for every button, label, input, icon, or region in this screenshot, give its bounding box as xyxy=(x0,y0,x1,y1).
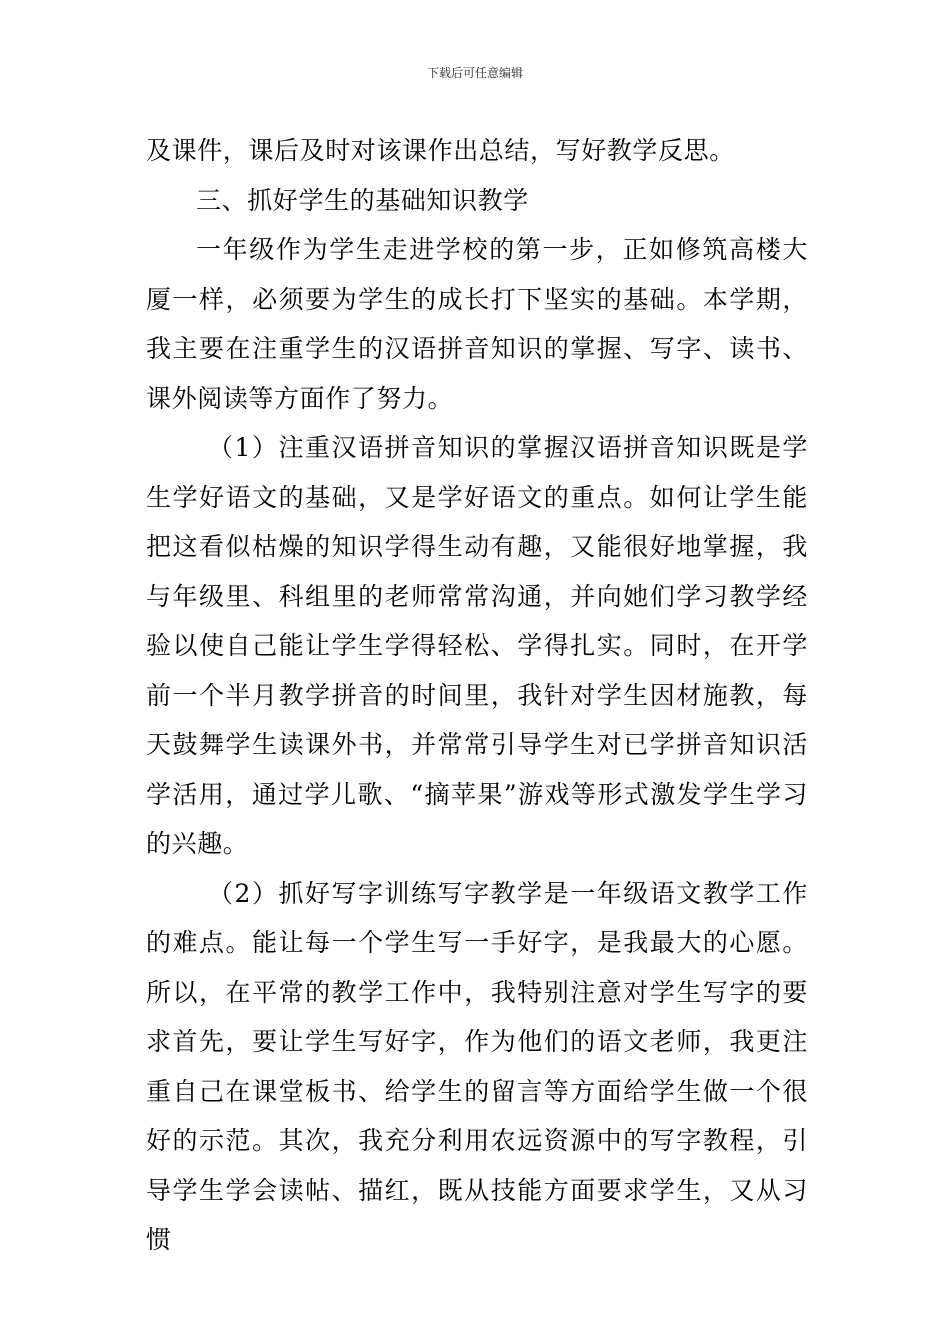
page-header: 下载后可任意编辑 xyxy=(426,66,523,80)
paragraph-intro: 一年级作为学生走进学校的第一步，正如修筑高楼大厦一样，必须要为学生的成长打下坚实的基础。本学期，我主要在注重学生的汉语拼音知识的掌握、写字、读书、课外阅读等方面作了努力。 xyxy=(146,235,808,413)
paragraph-writing: （2）抓好写字训练写字教学是一年级语文教学工作的难点。能让每一个学生写一手好字，是我最大的心愿。所以，在平常的教学工作中，我特别注意对学生写字的要求首先，要让学生写好字，作为他们的语文老师，我更注重自己在课堂板书、给学生的留言等方面给学生做一个很好的示范。其次，我充分利用农远资源中的写字教程，引导学生学会读帖、描红，既从技能方面要求学生，又从习惯 xyxy=(146,878,808,1254)
paragraph-continuation: 及课件，课后及时对该课作出总结，写好教学反思。 xyxy=(146,136,735,165)
section-heading: 三、抓好学生的基础知识教学 xyxy=(196,185,529,215)
paragraph-pinyin: （1）注重汉语拼音知识的掌握汉语拼音知识既是学生学好语文的基础，又是学好语文的重点。如何让学生能把这看似枯燥的知识学得生动有趣，又能很好地掌握，我与年级里、科组里的老师常常沟通，并向她们学习教学经验以使自己能让学生学得轻松、学得扎实。同时，在开学前一个半月教学拼音的时间里，我针对学生因材施教，每天鼓舞学生读课外书，并常常引导学生对已学拼音知识活学活用，通过学儿歌、“摘苹果”游戏等形式激发学生学习的兴趣。 xyxy=(146,433,808,858)
document-body xyxy=(146,126,808,1265)
